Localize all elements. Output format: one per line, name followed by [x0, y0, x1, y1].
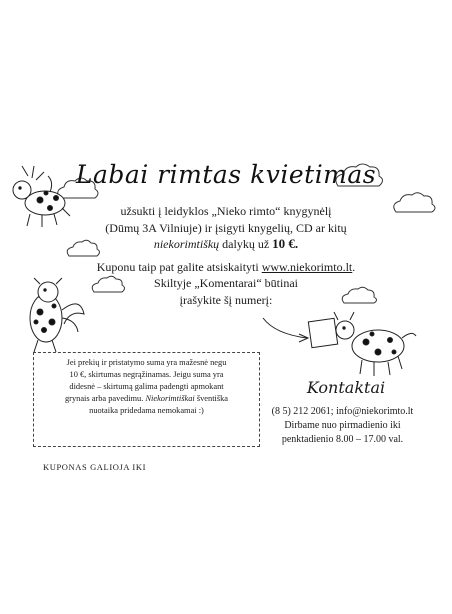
- invite-line-rest: dalykų už: [219, 237, 273, 251]
- contacts-info: [250, 405, 435, 447]
- note-line: 10 €, skirtumas negrąžinamas. Jeigu suma yra: [69, 370, 224, 379]
- note-line: [40, 393, 253, 405]
- invite-line: [90, 236, 362, 253]
- page-title: Labai rimtas kvietimas: [75, 160, 377, 189]
- account-line: [90, 259, 362, 276]
- note-line-text: grynais arba pavedimu.: [64, 394, 144, 403]
- account-line: įrašykite šį numerį:: [179, 292, 273, 307]
- contact-line: Dirbame nuo pirmadienio iki: [284, 420, 401, 431]
- account-line: Skiltyje „Komentarai“ būtinai: [154, 276, 298, 290]
- invite-italic-word: niekorimtiškų: [153, 237, 220, 251]
- invitation-text: [90, 203, 362, 308]
- website-link[interactable]: www.niekorimto.lt: [261, 259, 353, 274]
- account-prefix: Kuponu taip pat galite atsiskaityti: [96, 259, 262, 274]
- contact-line: (8 5) 212 2061; info@niekorimto.lt: [271, 406, 414, 417]
- cow-illustration: [30, 278, 84, 352]
- coupon-amount: 10 €.: [272, 236, 299, 251]
- note-line: nuotaika pridedama nemokamai :): [89, 406, 204, 415]
- contact-line: penktadienio 8.00 – 17.00 val.: [281, 434, 404, 445]
- terms-note: [33, 352, 260, 447]
- arrow-icon: [263, 318, 308, 342]
- validity-label: KUPONAS GALIOJA IKI: [43, 462, 147, 472]
- cow-illustration: [308, 312, 416, 376]
- invite-line: (Dūmų 3A Vilniuje) ir įsigyti knygelių, CD ar kitų: [105, 220, 347, 235]
- contacts-heading: Kontaktai: [306, 378, 386, 397]
- note-line-text: šventiška: [194, 394, 229, 403]
- note-italic-word: Niekorimtiškai: [145, 394, 195, 403]
- account-suffix: .: [352, 259, 356, 274]
- note-line: didesnė – skirtumą galima padengti apmokant: [69, 382, 224, 391]
- note-line: Jei prekių ir pristatymo suma yra mažesnė negu: [66, 358, 227, 367]
- invite-line: užsukti į leidyklos „Nieko rimto“ knygynėlį: [120, 204, 332, 218]
- cloud-icon: [394, 193, 435, 212]
